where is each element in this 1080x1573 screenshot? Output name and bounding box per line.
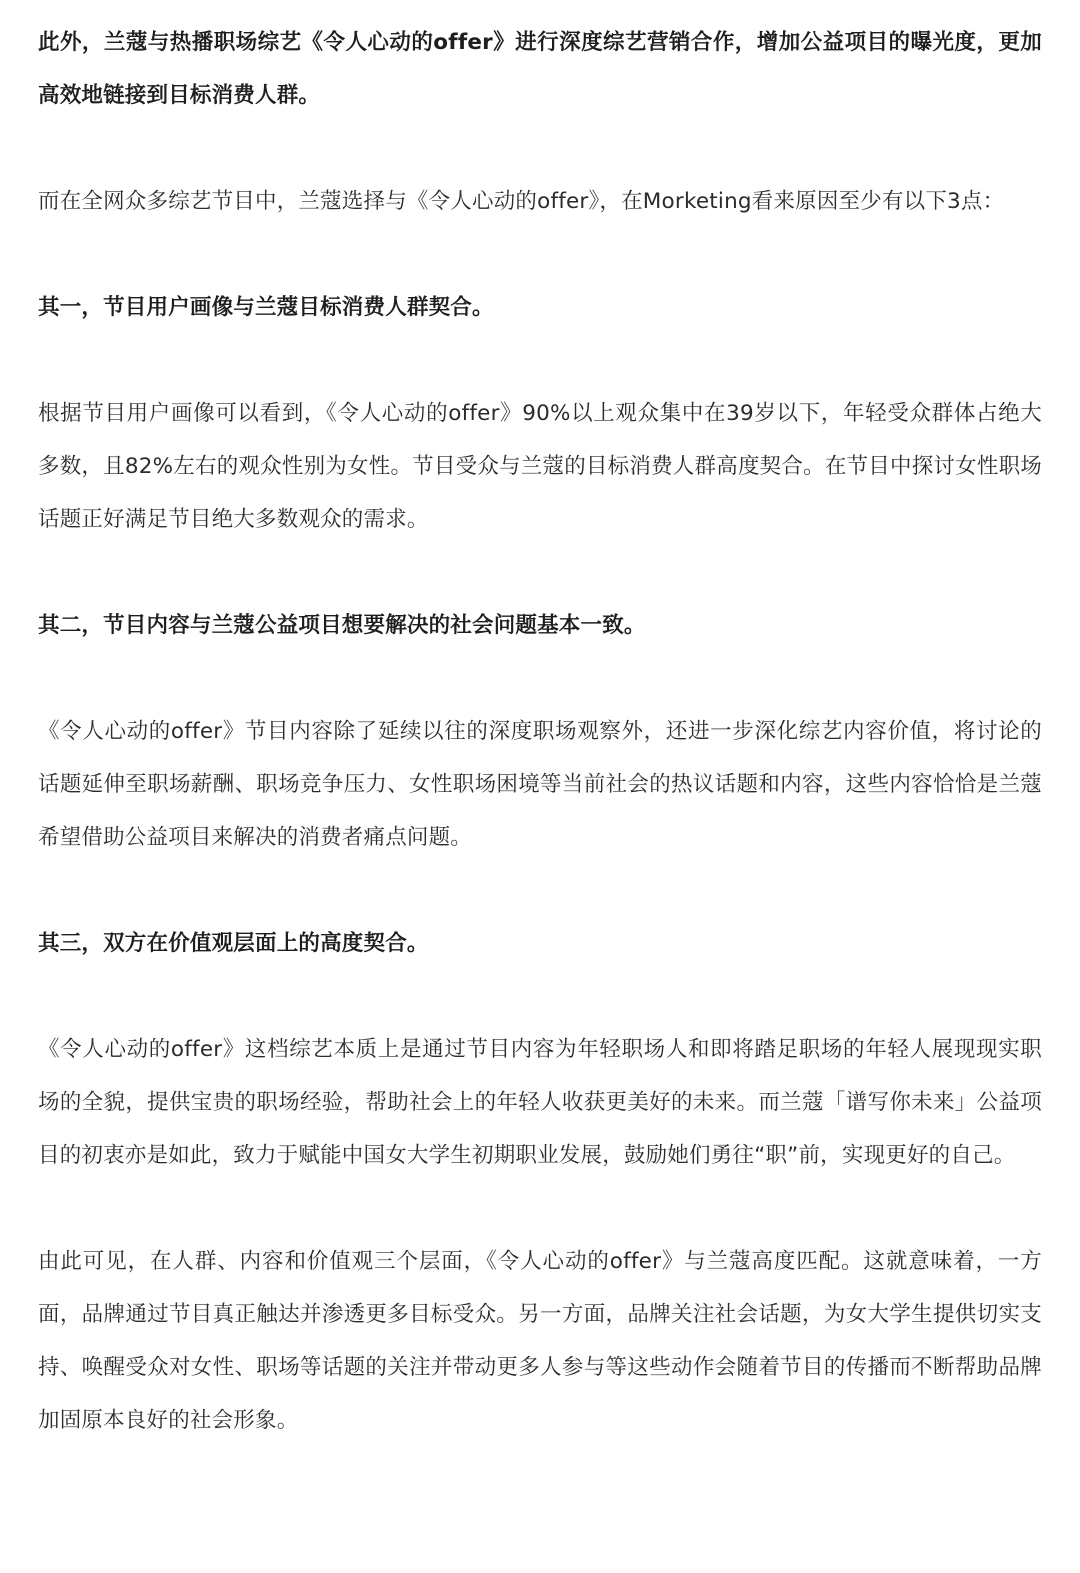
heading-reason-3: 其三，双方在价值观层面上的高度契合。 <box>38 931 429 956</box>
paragraph-reason-2: 《令人心动的offer》节目内容除了延续以往的深度职场观察外，还进一步深化综艺内容价值，将讨论的话题延伸至职场薪酬、职场竞争压力、女性职场困境等当前社会的热议话题和内容，这些内容恰恰是兰蔻希望借助公益项目来解决的消费者痛点问题。 <box>38 719 1042 850</box>
paragraph-spacer <box>38 864 1042 917</box>
paragraph-reason-1: 根据节目用户画像可以看到，《令人心动的offer》90%以上观众集中在39岁以下，年轻受众群体占绝大多数，且82%左右的观众性别为女性。节目受众与兰蔻的目标消费人群高度契合。在节目中探讨女性职场话题正好满足节目绝大多数观众的需求。 <box>38 401 1042 532</box>
heading-reason-2: 其二，节目内容与兰蔻公益项目想要解决的社会问题基本一致。 <box>38 613 646 638</box>
paragraph-reasons-lead: 而在全网众多综艺节目中，兰蔻选择与《令人心动的offer》，在Morketing看来原因至少有以下3点： <box>38 189 1005 214</box>
paragraph-spacer <box>38 1182 1042 1235</box>
paragraph-spacer <box>38 652 1042 705</box>
paragraph-reason-3: 《令人心动的offer》这档综艺本质上是通过节目内容为年轻职场人和即将踏足职场的年轻人展现现实职场的全貌，提供宝贵的职场经验，帮助社会上的年轻人收获更美好的未来。而兰蔻「谱写你未来」公益项目的初衷亦是如此，致力于赋能中国女大学生初期职业发展，鼓励她们勇往“职”前，实现更好的自己。 <box>38 1037 1042 1168</box>
paragraph-conclusion: 由此可见，在人群、内容和价值观三个层面，《令人心动的offer》与兰蔻高度匹配。这就意味着，一方面，品牌通过节目真正触达并渗透更多目标受众。另一方面，品牌关注社会话题，为女大学生提供切实支持、唤醒受众对女性、职场等话题的关注并带动更多人参与等这些动作会随着节目的传播而不断帮助品牌加固原本良好的社会形象。 <box>38 1249 1042 1433</box>
paragraph-spacer <box>38 122 1042 175</box>
paragraph-spacer <box>38 228 1042 281</box>
paragraph-spacer <box>38 970 1042 1023</box>
paragraph-spacer <box>38 546 1042 599</box>
paragraph-intro: 此外，兰蔻与热播职场综艺《令人心动的offer》进行深度综艺营销合作，增加公益项目的曝光度，更加高效地链接到目标消费人群。 <box>38 30 1042 108</box>
heading-reason-1: 其一，节目用户画像与兰蔻目标消费人群契合。 <box>38 295 494 320</box>
article-body <box>38 16 1042 1447</box>
paragraph-spacer <box>38 334 1042 387</box>
